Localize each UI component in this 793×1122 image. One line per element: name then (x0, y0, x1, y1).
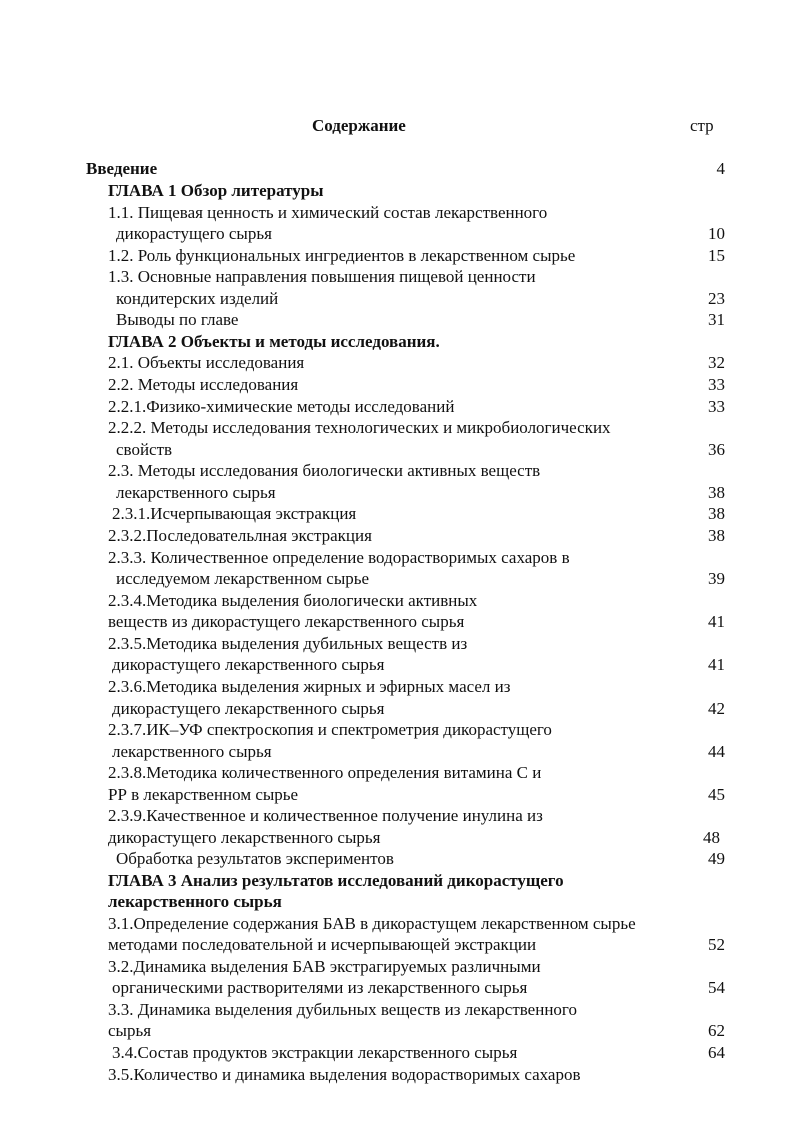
toc-entry-text: 3.4.Состав продуктов экстракции лекарственного сырья (112, 1043, 518, 1062)
toc-entry-text: 2.2.1.Физико-химические методы исследований (108, 397, 455, 416)
toc-entry-text: сырья (108, 1021, 152, 1040)
toc-entry-text: 3.3. Динамика выделения дубильных веществ из лекарственного (108, 1000, 577, 1019)
page-title: Содержание (312, 116, 406, 135)
toc-entry-text: 3.2.Динамика выделения БАВ экстрагируемых различными (108, 957, 541, 976)
toc-entry-text: 1.3. Основные направления повышения пищевой ценности (108, 267, 536, 286)
toc-entry-text: веществ из дикорастущего лекарственного сырья (108, 612, 465, 631)
toc-entry-page: 32 (708, 353, 725, 372)
toc-entry-page: 15 (708, 246, 725, 265)
toc-entry-text: 2.3.5.Методика выделения дубильных веществ из (108, 634, 468, 653)
toc-entry-page: 49 (708, 849, 725, 868)
toc-entry-text: ГЛАВА 1 Обзор литературы (108, 181, 324, 200)
toc-entry-text: 3.5.Количество и динамика выделения водорастворимых сахаров (108, 1065, 581, 1084)
toc-entry-page: 62 (708, 1021, 725, 1040)
toc-entry-text: Обработка результатов экспериментов (116, 849, 394, 868)
toc-entry-text: 2.2.2. Методы исследования технологических и микробиологических (108, 418, 611, 437)
toc-entry-text: кондитерских изделий (116, 289, 279, 308)
toc-entry-page: 36 (708, 440, 725, 459)
toc-entry-text: 1.2. Роль функциональных ингредиентов в лекарственном сырье (108, 246, 576, 265)
page-column-label: стр (690, 116, 714, 135)
toc-entry-page: 41 (708, 655, 725, 674)
toc-entry-text: лекарственного сырья (108, 892, 282, 911)
toc-entry-text: дикорастущего лекарственного сырья (112, 655, 385, 674)
toc-entry-page: 41 (708, 612, 725, 631)
toc-entry-text: ГЛАВА 2 Объекты и методы исследования. (108, 332, 440, 351)
toc-entry-text: 2.2. Методы исследования (108, 375, 299, 394)
toc-entry-text: 2.3.4.Методика выделения биологически активных (108, 591, 478, 610)
toc-entry-page: 33 (708, 375, 725, 394)
toc-entry-page: 42 (708, 699, 725, 718)
toc-entry-text: РР в лекарственном сырье (108, 785, 299, 804)
toc-entry-page: 44 (708, 742, 725, 761)
toc-entry-text: Введение (86, 159, 158, 178)
toc-entry-text: 1.1. Пищевая ценность и химический состав лекарственного (108, 203, 548, 222)
toc-entry-text: лекарственного сырья (112, 742, 272, 761)
toc-entry-page: 33 (708, 397, 725, 416)
toc-entry-page: 64 (708, 1043, 725, 1062)
toc-entry-text: дикорастущего лекарственного сырья (108, 828, 381, 847)
toc-entry-text: 2.3.6.Методика выделения жирных и эфирных масел из (108, 677, 511, 696)
toc-entry-text: исследуемом лекарственном сырье (116, 569, 370, 588)
toc-entry-page: 48 (703, 828, 720, 847)
toc-entry-page: 23 (708, 289, 725, 308)
toc-entry-page: 38 (708, 526, 725, 545)
toc-entry-text: 3.1.Определение содержания БАВ в дикорастущем лекарственном сырье (108, 914, 636, 933)
toc-entry-text: органическими растворителями из лекарственного сырья (112, 978, 528, 997)
toc-entry-text: 2.3.8.Методика количественного определения витамина С и (108, 763, 542, 782)
toc-entry-page: 10 (708, 224, 725, 243)
toc-entry-text: Выводы по главе (116, 310, 239, 329)
toc-entry-text: ГЛАВА 3 Анализ результатов исследований дикорастущего (108, 871, 564, 890)
toc-entry-text: 2.1. Объекты исследования (108, 353, 305, 372)
toc-entry-text: 2.3.2.Последовательлная экстракция (108, 526, 372, 545)
toc-entry-text: 2.3.1.Исчерпывающая экстракция (112, 504, 357, 523)
toc-entry-text: дикорастущего лекарственного сырья (112, 699, 385, 718)
toc-entry-page: 38 (708, 483, 725, 502)
toc-entry-text: 2.3.3. Количественное определение водорастворимых сахаров в (108, 548, 570, 567)
toc-entry-text: лекарственного сырья (116, 483, 276, 502)
toc-entry-page: 52 (708, 935, 725, 954)
toc-entry-page: 54 (708, 978, 725, 997)
toc-entry-page: 4 (716, 159, 725, 178)
toc-entry-text: методами последовательной и исчерпывающей экстракции (108, 935, 537, 954)
toc-entry-page: 39 (708, 569, 725, 588)
toc-entry-page: 38 (708, 504, 725, 523)
toc-entry-page: 45 (708, 785, 725, 804)
toc-entry-text: свойств (116, 440, 173, 459)
toc-entry-text: 2.3.9.Качественное и количественное получение инулина из (108, 806, 543, 825)
toc-entry-text: 2.3. Методы исследования биологически активных веществ (108, 461, 541, 480)
toc-entry-text: 2.3.7.ИК–УФ спектроскопия и спектрометрия дикорастущего (108, 720, 552, 739)
toc-entry-page: 31 (708, 310, 725, 329)
toc-entry-text: дикорастущего сырья (116, 224, 272, 243)
